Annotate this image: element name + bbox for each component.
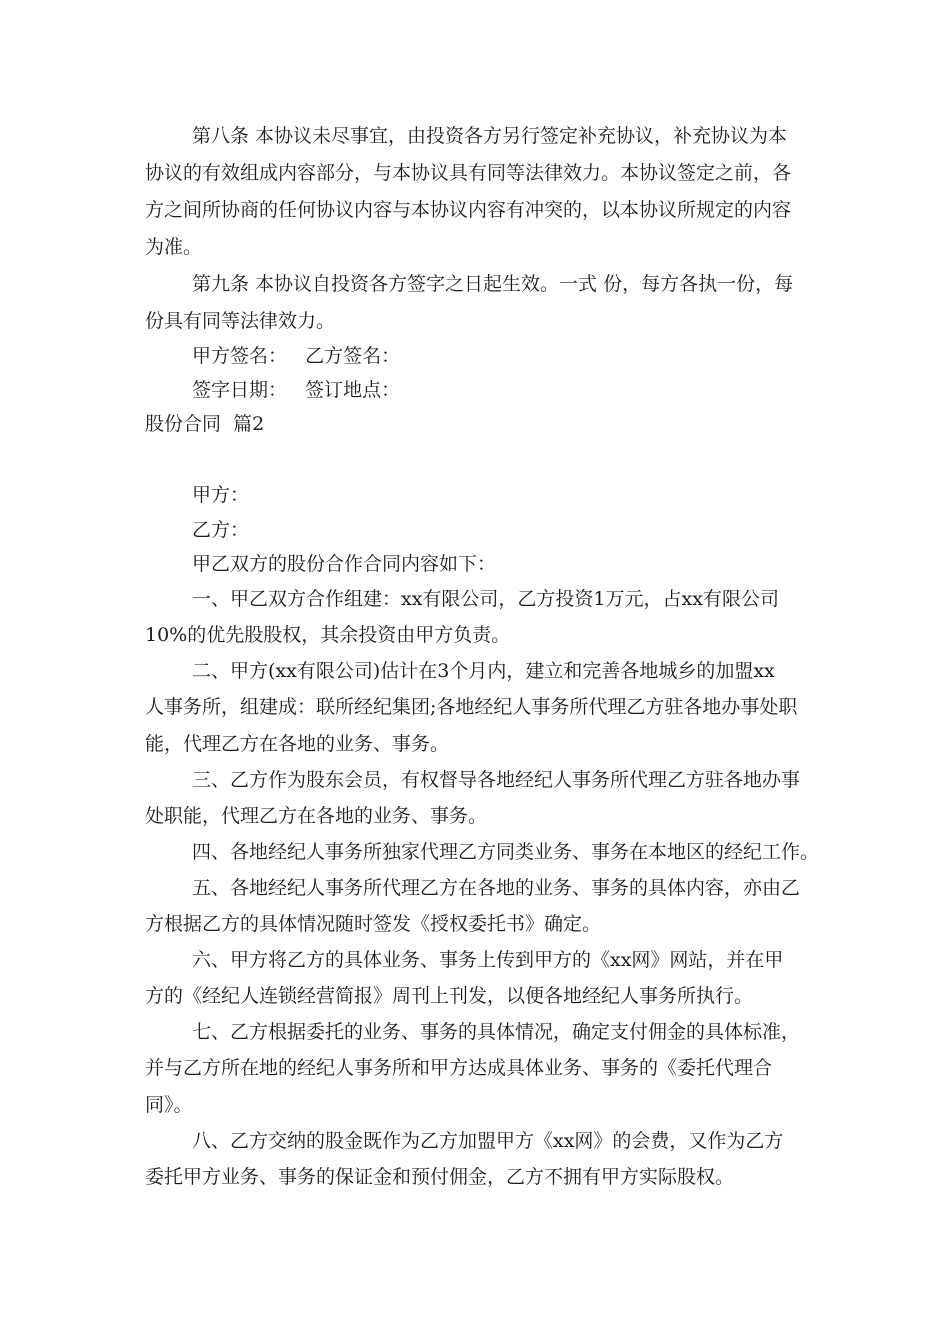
clause-3-line-2: 处职能，代理乙方在各地的业务、事务。 [145, 805, 488, 827]
section-title: 股份合同 篇2 [145, 413, 265, 435]
clause-4-line-1: 四、各地经纪人事务所独家代理乙方同类业务、事务在本地区的经纪工作。 [192, 841, 820, 863]
clause-1-line-2: 10%的优先股股权，其余投资由甲方负责。 [145, 624, 511, 646]
article-8-line-2: 协议的有效组成内容部分，与本协议具有同等法律效力。本协议签定之前，各 [145, 162, 792, 184]
clause-7-line-3: 同》。 [145, 1094, 193, 1116]
article-9-line-2: 份具有同等法律效力。 [145, 310, 336, 332]
signature-line: 甲方签名： 乙方签名： [192, 345, 401, 367]
clause-8-line-1: 八、乙方交纳的股金既作为乙方加盟甲方《xx网》的会费，又作为乙方 [192, 1130, 784, 1152]
clause-3-line-1: 三、乙方作为股东会员，有权督导各地经纪人事务所代理乙方驻各地办事 [192, 769, 801, 791]
date-location-line: 签字日期： 签订地点： [192, 379, 401, 401]
party-a-label: 甲方： [192, 484, 250, 506]
clause-7-line-1: 七、乙方根据委托的业务、事务的具体情况，确定支付佣金的具体标准， [192, 1021, 801, 1043]
clause-5-line-1: 五、各地经纪人事务所代理乙方在各地的业务、事务的具体内容，亦由乙 [192, 877, 801, 899]
clause-2-line-3: 能，代理乙方在各地的业务、事务。 [145, 733, 450, 755]
contract-intro: 甲乙双方的股份合作合同内容如下： [192, 553, 497, 575]
clause-1-line-1: 一、甲乙双方合作组建：xx有限公司，乙方投资1万元，占xx有限公司 [192, 588, 779, 610]
clause-6-line-2: 方的《经纪人连锁经营简报》周刊上刊发，以便各地经纪人事务所执行。 [145, 985, 754, 1007]
article-8-line-4: 为准。 [145, 236, 203, 258]
clause-7-line-2: 并与乙方所在地的经纪人事务所和甲方达成具体业务、事务的《委托代理合 [145, 1057, 773, 1079]
article-8-line-1: 第八条 本协议未尽事宜，由投资各方另行签定补充协议，补充协议为本 [192, 125, 788, 147]
clause-8-line-2: 委托甲方业务、事务的保证金和预付佣金，乙方不拥有甲方实际股权。 [145, 1166, 735, 1188]
clause-6-line-1: 六、甲方将乙方的具体业务、事务上传到甲方的《xx网》网站，并在甲 [192, 949, 784, 971]
clause-2-line-1: 二、甲方(xx有限公司)估计在3个月内，建立和完善各地城乡的加盟xx [192, 660, 775, 682]
clause-2-line-2: 人事务所，组建成：联所经纪集团;各地经纪人事务所代理乙方驻各地办事处职 [145, 696, 798, 718]
party-b-label: 乙方： [192, 519, 250, 541]
article-8-line-3: 方之间所协商的任何协议内容与本协议内容有冲突的，以本协议所规定的内容 [145, 199, 792, 221]
article-9-line-1: 第九条 本协议自投资各方签字之日起生效。一式 份，每方各执一份，每 [192, 273, 794, 295]
clause-5-line-2: 方根据乙方的具体情况随时签发《授权委托书》确定。 [145, 913, 602, 935]
